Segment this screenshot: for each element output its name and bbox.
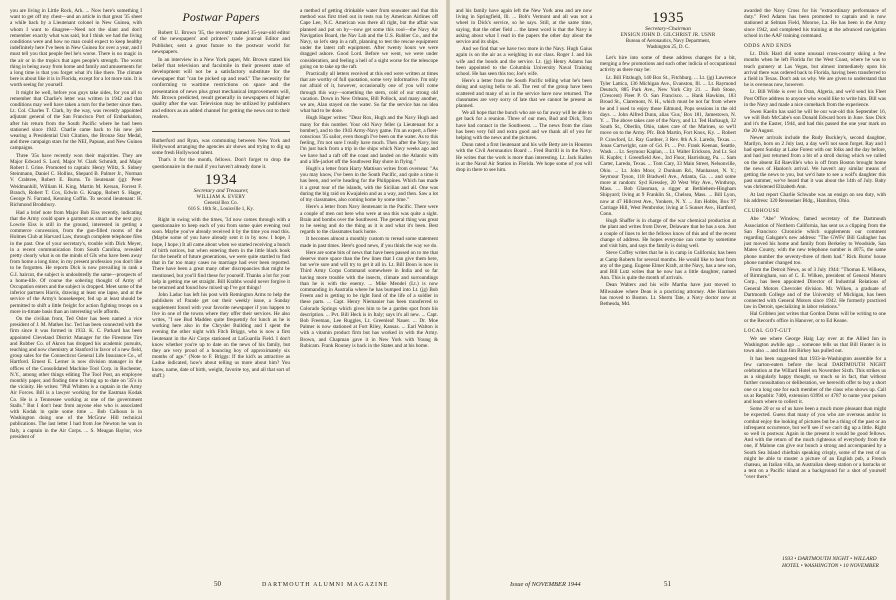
officer-address-line: Washington 25, D. C. [646,45,690,50]
officer-address: 616 S. 16th St., Louisville 1, Ky. [188,206,254,212]
paragraph: Lt. Bill Fitzhugh, 140 Box St., Fitchburg. ... Lt. (jg) Lawrence Tyler Lattica, 136 Michigan Ave., Evanston, Ill. ... Lt. Raymond Deutsch, 885 Park Ave., New York City 21. ... Bob Stone, (Crescent) Fleet P. O. San Francisco. ... Hank Hawkins, 183 Broad St., Claremont, N. H., which must be not far from where he and I used to enjoy those Edmund, Pops sessions in the old days. ... John Alfred Dunn, alias 'Gus,' Box 181, Jamestown, N. Y. ... The above takes care of the Navy, and Lt. Ted Harbaugh, 32 South St., Oberlin, Ohio, takes care of the Marines, so we'll move on to the Army. Pfc. Bob Martin, Fort Knox, Ky. ... Robert P. Crawford, Lt. Ray Gardner, 3 Rev. 8th A.S. Laredo, Texas. ... Jonas Cartwright, care of Gd. Ft. ... Pvt. Frank Keenan, Seattle, Wash. ... Lt. Seymour Kaplan, ... Lt. Walter Erickson, 2nd Lt. Sol H. Kupfer, 1 Greenfield Ave., 3rd Floor, Harrisburg, Pa. ... Sam Carter, Laredo, Texas. ... Tom Cary, 33 Main Street, Nelsonville, Ohio. ... Lt. John Moor, 2 Dunham Rd., Manhasset, N. Y.; Seymour Tyson, 118 Bradwell Ave., Atlanta, Ga. ... and some more at random: Syd Kressley, 20 West Way Ave., Winthrop, Mass. ... Bob Glassman, a rigger at Bethlehem-Hingham Shipyard; living at 9 Franklin St., Chelsea, Mass. ... Bill Lyon, now at 47 Hillcrest Ave., Yonkers, N. Y. ... Jim Hobbs, Box 97 Carriage Hill, West Pembroke; living at 5 Sunset Ave., Hartford, Conn. [600,74,736,218]
sidebar-box [152,30,290,121]
section-subhead: CLUBHOUSE [744,208,780,215]
paragraph: It might be well, before you guys take sides, for you all to remember that Charlie's letter was written in 1942 and that conditions may well have taken a turn for the better since then. Lt. Col. Charles T. Clark, by the way, was recently appointed adjutant general of the San Francisco Port of Embarkation, after his return from the South Pacific where he had been stationed since 1942. Charlie came back to his new job wearing a Presidential Unit Citation, the Bronze Star Medal, and three campaign stars for the NEI, Papuan, and New Guinea campaigns. [10,89,142,152]
paragraph: a method of getting drinkable water from seawater and that this method was first tried out in tests run by American Airlines off Cape Lee, N.C. American was there all right, but the affair was planned and put on by—now get some this cool—the Navy Air Navigation Board, the Nav Lab and the U.S. Rubber Co., and the Navy, so let's step in a raft, planning to test the rescue equipment under the latest raft equipment. After twenty hours we were dragged ashore. Good Lord. Before we went, we were under consideration, and feeling a hell of a sight worse for the telescope going on to take up the raft. [300,8,438,70]
section-subhead: ODDS AND ENDS [744,43,792,50]
paragraph: Had a brief note from Major Bob Eiss recently, indicating that the Army could spare a garment as smart as the next guy. Lowrie Eiss is still in the ground, interested in getting a commerce concession, from the gun-filled rooms of the Holmes Club at Harvard Law, through complete telephone files in the past. One of your secretary's, trouble with Dick Meyer, in a recent communication from South Carolina, revealed pretty clearly what is on the minds of GIs who have been away from home a long time; in my present profession you don't like to be forgotten. He reports Dick is now prevailing in rank a G.I. haircut, the subject is undoubtedly the same—prospects of a home-life. Of course the sobering thought of Army of Occupation enters and the subject is dropped. Meet some of the inferior partners Harris, drawing at least one lapse, and at the service of the Army's housekeeper, fed up at least should be permitted to shift a little freight for action fighting troops on a more in-timate basis than an interesting wife affords. [10,209,142,315]
right-page [450,0,896,600]
paragraph: Dean Walters and his wife Martha have just moved to Milwaukee where Dean is a practicing attorney. Abe Harrison has moved to Boston. Lt. Sherm Tate, a Navy doctor now at Bethesda, Md. [600,282,736,307]
paragraph: Here's a letter from Navy lieutenant in the Pacific. There were a couple of men out here who were at sea this was quite a sight. Brain and bombs over the Southwest. The general thing was great to be seeing and do the thing as it is and what it's been. Best regards to the classmates back home. [300,204,438,236]
paragraph: In an interview in a New York paper, Mr. Brown stated his belief that television and facsimile in their present state of development will not be a satisfactory substitute for the newspaper that "can be picked up and read." The necessity for conforming to wartime restrictions on space and the presentation of news plus great mechanical improvements will, Mr. Brown predicted, result generally in newspapers of higher quality after the war. Television may be utilized by publishers and editors as an added channel for getting the news out to their readers. [152,56,290,121]
divider [152,131,290,132]
officer-company: General Box Co. [204,200,238,206]
paragraph: Let's hire into some of these address changes for a bit, merging a few promotions and such other indicia of occupational activity as there may be: [600,55,736,74]
paragraph: Some 20 or so of us have been a much more pleasant than might be expected. Guess that many of you who are overseas and/or in combat enjoy the looking of pictures but be a thing of the past or an infrequent occurrence, but we'll see if we can't dig up a little. Right so well in postwar. Again in the present it would be good fellows. And with the return of the much righteous of everybody from the one, if Malone can give our bunch a strong and accompanied by a South Sea Island chieftain speaking crisply, some of the rest of us might be able to muster a picture of an English pub, a French chateau, an Italian villa, an Australian sheep station or a barracks or a tent on a Pacific island as a background for a shot of yourself "over there." [744,406,886,481]
class-year-heading: 1934 [205,171,237,188]
page-number-left: 50 [214,580,221,588]
left-column-3 [300,8,438,574]
right-column-2 [600,8,736,574]
left-column-1 [10,8,142,574]
left-page [0,0,446,600]
sidebar-title: Postwar Papers [182,10,260,24]
issue-footer: Issue of NOVEMBER 1944 [510,581,581,588]
class-year-heading: 1935 [652,10,684,26]
paragraph: Lt. Bill Wilde is over in Oran, Algeria, and we'd send his Fleet Post Office address to anyone who would like to write him. Bill was in the Navy and made a nice comeback from the experience. [744,89,886,108]
paragraph: Practically all letters received at this end were written at times that are worthy of full quotation, some very informative. I'm only not afraid of it, however, occasionally one of you will come through this way—something the stern, cold of our strong old vacation. Down in New Orleans, Bill Pollock, and many another, we are, Alan stayed on the water. So far the service has no idea what had to be done. [300,71,438,115]
officer-name: ENSIGN JOHN D. GILCHRIST JR. USNR [620,33,716,38]
paragraph: We see where George Haig Lay over at the Allied Inn in Washington awhile ago ... someone tells us that Bill Hunter is in town also ... and that Jim Birkey has pulled out. [744,335,886,355]
paragraph: And we find that we have two more in the Navy. Hugh Gaius again is on the air as a weighing in our class. Roger J. and his wife and the bonds and the service. Lt. (jg) Henry Adams has been appointed to the Columbia University Naval Training school. He has seen this too; Joe's wife. [456,46,592,78]
paragraph: Here are some bits of news that have been passed on to me that deserve more space than the few lines that I can give them here, but we're sure and will try to get it all in. Lt. Bill Boon is now in Third Army Corps Command somewhere in India and so far having more trouble with the insects, climate and surroundings than he is with the enemy. ... Mike Mendel (Lt.) is now commanding in Australia where he has bumped into Lt. (jg) Bob Freem and is getting to be right fond of the life of a soldier in these parts. ... Capt. Henry Niemanier has been transferred to Colorado Springs which gives him to be a garden spot from his description. ... Pvt. Bill Heck is in Italy; says it's all new. ... Capt. Bob Freeman, Lee Ruggles, Lt. Greenleaf Nauer. ... Dr. Moe Palmer is now stationed at Fort Riley, Kansas. ... Earl Walton is with a vitamin product firm but has worked in with the Army. Brown, and Chapman gave it in New York with Young & Rubicam. Frank Rooney is back in the States and at his home. [300,249,438,349]
right-column-3 [744,8,886,548]
left-column-2 [152,8,290,574]
paragraph: Robert U. Brown '35, the recently named 35-year-old editor of the newspapers' and printers' trade journal Editor and Publisher, sent a great future to the postwar world for newspapers. [152,30,290,56]
officer-title: Secretary-Chairman [645,26,691,32]
paragraph: awarded the Navy Cross for his "extraordinary performance of duty." Fred Adams has been promoted to captain and is now stationed at Selman Field, Monroe, La. He has been in the Army since 1942, and completed his training at the advanced navigation school in the AAF training command. [744,8,886,39]
paragraph: and his family have again left the New York area and are now living in Springfield, Ill. ... Bob's Vermont and all was not a wheel in Dick's service, so he says. Still, at the same time, saying, that the other field ... the latest word is that the Navy is asking about what I read in the papers the other day about the service and its ships. [456,8,592,46]
paragraph: Hugh Shaffer is in charge of the war chemical production at the plant and writes from Dover, Delaware that he has a son. Just a couple of lines to let the fellows know of this and of the recent change of address. He hopes everyone can come by sometime and visit him, and says the family is doing well. [600,218,736,250]
paragraph: That's it for the month, fellows. Don't forget to drop the questionnaire in the mail if you haven't already done it. [152,157,290,170]
event-tagline: 1933 • DARTMOUTH NIGHT • WILLARD HOTEL • WASHINGTON • 10 NOVEMBER [782,556,879,569]
paragraph: Abe "Abe" Winslow, famed secretary of the Dartmouth Association of Northern California, has sent us a clipping from the San Francisco Chronicle which supplements our comment regarding Galsgate's new address: "The GWFs' Bill Gallagher has just moved his home and family from Berkeley to Woodside, San Mateo County, with the new telephone number is 4075, the same phone number the seventy-three of them had." Rick Burns' house phone number changed too. [744,216,886,266]
paragraph: From the Detroit News, as of 3 July 1944: "Thomas E. Wilkens, of Birmingham, son of C. E. Wilken, president of General Motors Corp., has been appointed Director of Industrial Relations of General Motors Chevrolet division. Mr. Wilken, a graduate of Dartmouth College and of the University of Michigan, has been connected with General Motors since 1942. He formerly practiced law in Detroit, specializing in labor relations." [744,266,886,311]
paragraph: Swen Kaelin has said he will be our wat-old this September 16, we will Bob McCabe's son Donald Edward born in June. Saw Dick and it's the Easter, 1944, and had this passed the one year mark on the 20 August. [744,109,886,134]
paragraph: Newer arrivals include the Rudy Buckley's, second daughter, Marilyn, born on 2 July last, a day we'll not soon forget. Ray and I had spent Sunday at Lake Forest with our folks and the day before, and had just returned from a bit of a stroll during which we called on the absent Ed Raeville's who is off from Boston brought home the news of Hanlon's arrival. We haven't any similar means of getting the news to you, but we'd hate to see a wolf's daughter this past summer, we've heard that it was about the 14th of July. Baby was christened Elizabeth Ann. [744,134,886,191]
page-number-right: 51 [664,580,671,588]
paragraph: At last report Charlie Schwabe was an ensign on sea duty, with his address: 320 Rensselaer Bldg., Hamilton, Ohio. [744,191,886,204]
paragraph: Rutherfurd and Ryan, was commuting between New York and Hollywood arranging the agencies air shows and trying to dig up some fresh Hollywood talent. [152,137,290,157]
right-column-1 [456,8,592,574]
paragraph: We all hope that the bunch who are so far away will be able to get back for a reunion. Three of our men, Bud and Dick, Tom have had contact in the Southwest. ... The news from the class has been very full and extra good and we thank all of you for helping with the news and the pictures. [456,110,592,142]
paragraph: Hal Gribben just writes that Gordon Doms will be writing to one or the Record's office in Hanover, or to Ed Keane. [744,311,886,324]
paragraph: Dunn rated a first lieutenant and his wife Betty are in Houston with the Civil Aeronautics Board ... Fred Burrill is in the Navy. He writes that the work is more than interesting. Lt. Jack Kallen is at the Naval Air Station in Florida. We hope some of you will drop in there to see him. [456,142,592,174]
section-subhead: LOCAL GOT-GUT [744,327,792,334]
officer-address-line: Bureau of Aeronautics, Navy Department, [625,39,711,44]
paragraph: Right in swing with the times, '34 now comes through with a questionnaire to keep each of you from some quiet evening real soon. Maybe you've already received it by the time you read this. (Maybe some of you have already sent it in by now. I hope, I hope, I hope.) It all came about when we started receiving a bunch of birth notices, but when entering them in the little black book for the benefit of future generations, we were quite startled to find that in far too many cases no marriage had ever been reported. There have been a great many other discrepancies that might be mentioned, but you'll find these for yourself. Thanks a lot for your help in getting me set straight. Bill Krabbs would never forgive it be returned and found how mixed up I've got things! [152,216,290,291]
paragraph: On the civilian front, Ted Osler has been named a vice president of J. M. Mathes Inc. Ted has been connected with the firm since it was formed in 1933. K. C. Parkard has been appointed Cleveland District Manager for the Firestone Tire and Rubber Co. of Akron has dropped his academic pursuits, teaching and now chemistry at Stanford in favor of a new field, group sales for the Connecticut General Life Insurance Co., of Hartford. Ernest E. Lerner is now division manager in the offices of the Consolidated Machine Tool Corp. in Rochester, N.Y., among other things editing The Tool Post, an employee monthly paper, and finding time to bring up to date on '35's in the vicinity. He writes: "Phil Whitten is a captain in the Army Air Forces. Bill is a lawyer working for the Eastman Kodak Co. He is a Tennessee working at one of the government Stalls." But I don't hear from anyone else who is associated with Kodak in quite some time ... Bob Calhoun is in Washington doing one of the McGraw Hill technical publications. The last letter I had from Joe Newton he was in Italy, a captain in the Air Corps. ... S. Meagan Baylor, vice president of [10,315,142,440]
paragraph: Lt. Dick Hard did some unusual cross-country skiing a few months when he left Florida for the West Coast, where he was to teach gunnery at Las Vegas, but almost immediately upon his arrival there was ordered back to Florida, having been transferred to a field in Texas. Don't ask us why. We are given to understand that he is overseas now, however. [744,51,886,89]
magazine-footer: DARTMOUTH ALUMNI MAGAZINE [262,582,389,588]
paragraph: Hugh's a letter from Harry Mattison writes from overseas: "As you may know, I've been in the South Pacific, and quite a time it has been, and we're heading for the Philippines. Which has made it a great tour of the islands, with the Sicilian and all. One was during the big raid on Kwajalein and as a way, and then. Saw a lot of my classmates, also coming home by some time." [300,166,438,204]
paragraph: Steve Coffey writes that he is in camp in California; has been at Camp Roberts for several months. He would like to hear from any of the gang. Eugene Elmer Kraft, at the Navy, has a new son, and Bill Lutz writes that he now has a little daughter, named Ann. This is quite the month of arrivals. [600,250,736,282]
officer-title: Secretary and Treasurer, [193,187,249,194]
officer-name: WILLIAM A. EVERY [196,194,246,200]
paragraph: It becomes almost a monthly custom to reread some statement made in past times. Here's good news, if you think the way we do. [300,236,438,249]
paragraph: Here's a letter from the South Pacific telling what he's been doing and saying hello to all. The rest of the group have been scattered and many of us in the service have now returned. The classmates are very sorry of late that we cannot be present as planned. [456,78,592,110]
paragraph: you are living in Little Rock, Ark. ... Now here's something I want to get off my chest—and an article in that great '35 sheet a while back by a Lieutenant colonel in New Guinea, with whom I want to disagree—Need not the slant and don't remember exactly what was said, but I think we had the living conditions were and how no man could expect to keep healthy indefinitely here I've been in New Guinea for over a year, and I must tell you that people feel he's worse. There is no magic in the air or in the tropics that ages people's strength. The worst thing in being away from home and family and amusements for a long time is that you forget what it's like there. The climate here is about like it is in Florida, except for a lot more rain. It is worth seeing for yourself. [10,8,142,89]
paragraph: It has been suggested that 1933-in-Washington assemble for a few carton-eaters before the local DARTMOUTH NIGHT celebration at the Willard Hotel on November Sixth. This strikes us as a singularly happy thought, so much so in fact, that without further consultation or deliberation, we herewith offer to buy a short one or a long one for each member of the class who shows up. Call us at Republic 7400, extension 63994 or 4787 to name your poison and learn where to collect it. [744,355,886,405]
paragraph: Three '35s have recently won their majorities. They are Major Edward S. Lord, Major W. Clark Schmidt, and Major Robert I. Grine. Promoted to captain: Henry Wiltz, S. Sidney Steinmann, Daniel C. Hollins, Shepard B. Palmer Jr., Norman V. Crabtree, Robert E. Burns. To lieutenant (jg): Peter Weidmanhill, William H. King, Martin M. Kersan, Forrest F. Branch, Robert T. Cox, Edwin G. Knapp, Robert S. Hager, George N. Farrand, Kenning Coffin. To second lieutenant: H. Richmond Brodsbury. [10,152,142,209]
paragraph: John Laduc has left his post with Remington Arms to help the publishers of Parade get out their weekly issue, a Sunday supplement found with your favorite newspaper if you happen to live in one of the towns where they offer their services. He also writes, "I see Bud Madden quite frequently for lunch as he is working here also in the Chrysler Building and I spent the evening the other night with Fitch Briggs, who is now a first lieutenant in the Air Corps stationed at LaGuardia Field. I don't know whether you're up to date on the news of his family, but they are very proud of a bouncing boy of approximately six months of age." (Note to F. Briggs: If the kid's as attractive as Ladue indicated, how's about telling us more about him? You know, name, date of birth, weight, favorite toy, and all that sort of stuff.) [152,292,290,379]
paragraph: Hugh Hager writes: "Dear Rox, Hugh and the Navy Hugh and many for this number. Your old Navy feller (a Lieutenant for a bomber), and to the 1943 Army-Navy game. I'm an expert, a fleet-conscious '35 sailor, even though I've been on the water. As to this feeling, I'm not sure I really have much. Then after the Navy, but I'm just back from a trip in the ships which Navy weeks ago and we have had a raft off the coast and landed on the Atlantic with and a life-jacket off the Southwest Bay shore in flying." [300,115,438,165]
